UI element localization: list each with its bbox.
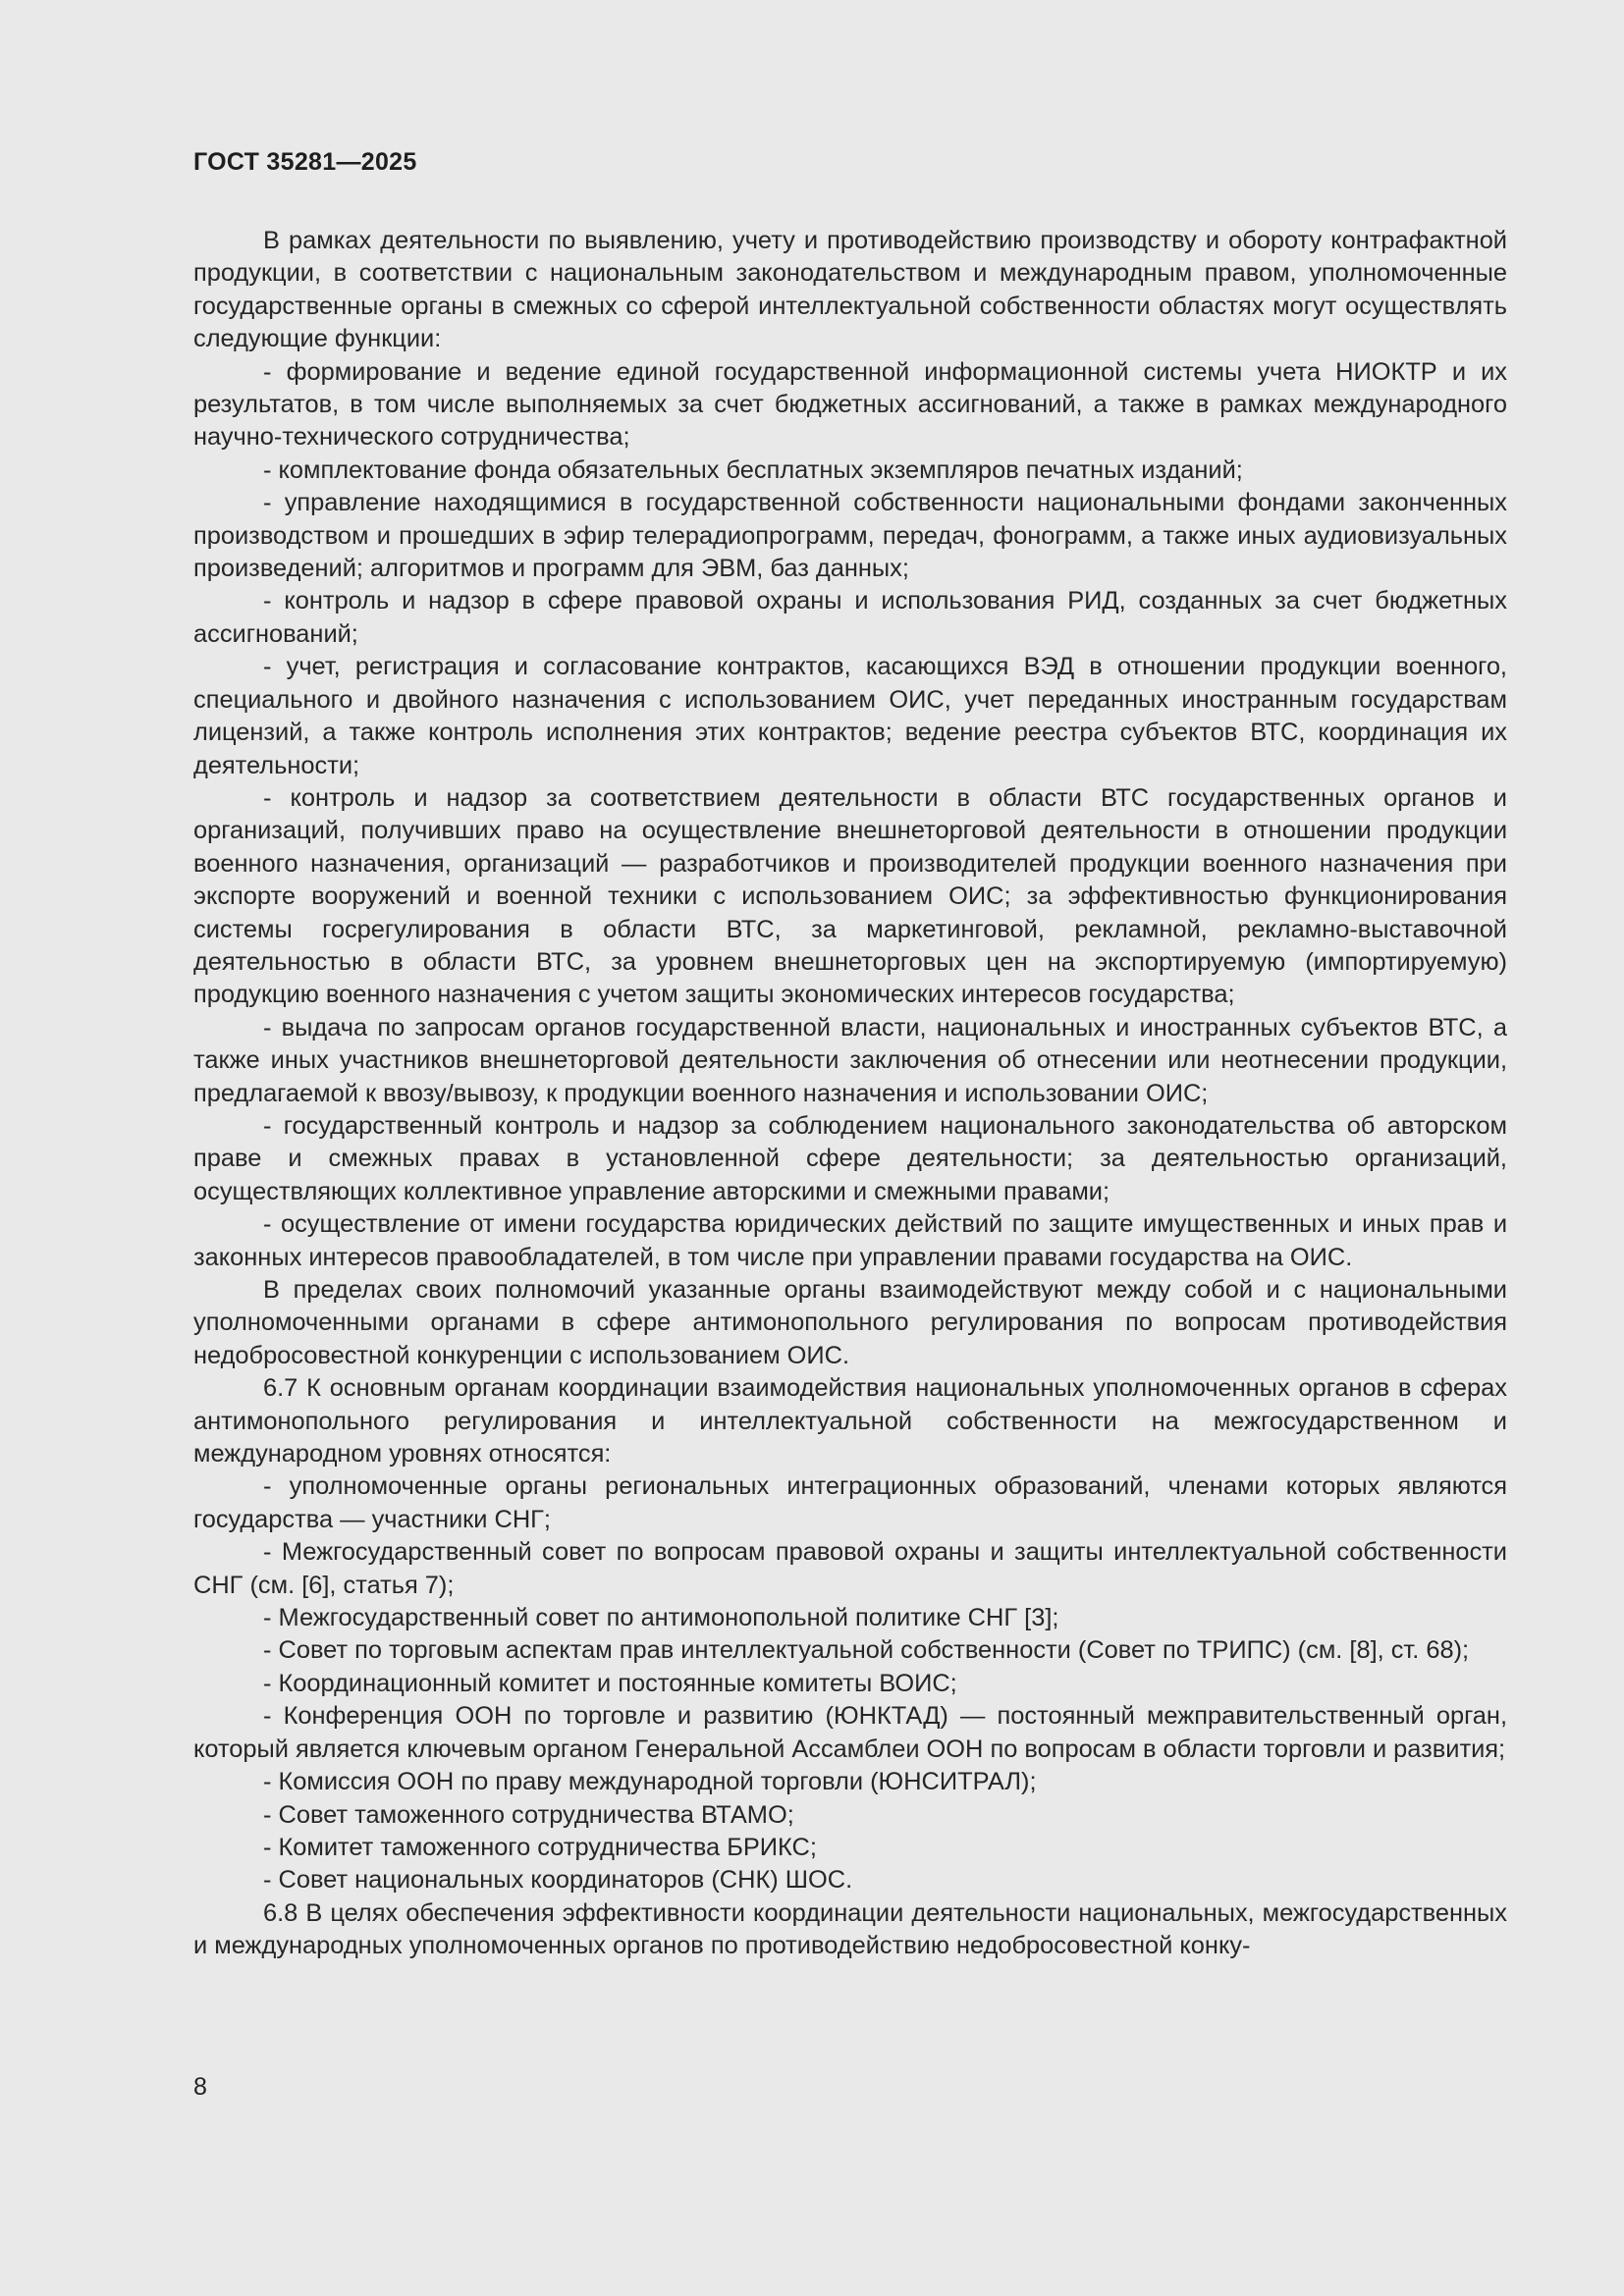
list-item: - Совет по торговым аспектам прав интеллектуальной собственности (Совет по ТРИПС) (см. [8], ст. 68); [263, 1636, 1470, 1665]
paragraph: В рамках деятельности по выявлению, учету и противодействию производству и обороту контрафактной продукции, в соответствии с национальным законодательством и международным правом, уполномоченные государственные органы в смежных со сферой интеллектуальной собственности областях могут осуществлять следующие функции: [193, 227, 1507, 353]
standard-id-header: ГОСТ 35281—2025 [193, 148, 417, 176]
list-item: - уполномоченные органы региональных интеграционных образований, членами которых являются государства — участники СНГ; [193, 1472, 1507, 1533]
list-item: - Координационный комитет и постоянные комитеты ВОИС; [263, 1669, 957, 1697]
list-item: - осуществление от имени государства юридических действий по защите имущественных и иных прав и законных интересов правообладателей, в том числе при управлении правами государства на ОИС. [193, 1210, 1507, 1271]
list-item: - формирование и ведение единой государственной информационной системы учета НИОКТР и их результатов, в том числе выполняемых за счет бюджетных ассигнований, а также в рамках международного научно-технического сотрудничества; [193, 357, 1507, 452]
list-item: - Межгосударственный совет по вопросам правовой охраны и защиты интеллектуальной собственности СНГ (см. [6], статья 7); [193, 1538, 1507, 1599]
list-item: - государственный контроль и надзор за соблюдением национального законодательства об авторском праве и смежных правах в установленной сфере деятельности; за деятельностью организаций, осуществляющих коллективное управление авторскими и смежными правами; [193, 1111, 1507, 1205]
paragraph: В пределах своих полномочий указанные органы взаимодействуют между собой и с национальными уполномоченными органами в сфере антимонопольного регулирования по вопросам противодействия недобросовестной конкуренции с использованием ОИС. [193, 1276, 1507, 1369]
list-item: - Конференция ООН по торговле и развитию (ЮНКТАД) — постоянный межправительственный орган, который является ключевым органом Генеральной Ассамблеи ООН по вопросам в области торговли и развития; [193, 1702, 1507, 1763]
document-body [193, 225, 1507, 1963]
list-item: - Комитет таможенного сотрудничества БРИКС; [263, 1833, 817, 1861]
page-number: 8 [193, 2073, 207, 2101]
list-item: - Межгосударственный совет по антимонопольной политике СНГ [3]; [263, 1604, 1059, 1632]
list-item: - Совет национальных координаторов (СНК) ШОС. [263, 1866, 853, 1895]
list-item: - Комиссия ООН по праву международной торговли (ЮНСИТРАЛ); [263, 1768, 1037, 1796]
list-item: - комплектование фонда обязательных бесплатных экземпляров печатных изданий; [263, 455, 1243, 484]
list-item: - учет, регистрация и согласование контрактов, касающихся ВЭД в отношении продукции военного, специального и двойного назначения с использованием ОИС, учет переданных иностранным государствам лицензий, а также контроль исполнения этих контрактов; ведение реестра субъектов ВТС, координация их деятельности; [193, 653, 1507, 779]
list-item: - управление находящимися в государственной собственности национальными фондами законченных производством и прошедших в эфир телерадиопрограмм, передач, фонограмм, а также иных аудиовизуальных произведений; алгоритмов и программ для ЭВМ, баз данных; [193, 489, 1507, 583]
list-item: - выдача по запросам органов государственной власти, национальных и иностранных субъектов ВТС, а также иных участников внешнеторговой деятельности заключения об отнесении или неотнесении продукции, предлагаемой к ввозу/вывозу, к продукции военного назначения и использовании ОИС; [193, 1013, 1507, 1107]
list-item: - Совет таможенного сотрудничества ВТАМО; [263, 1800, 794, 1829]
clause-6-7: 6.7 К основным органам координации взаимодействия национальных уполномоченных органов в сферах антимонопольного регулирования и интеллектуальной собственности на межгосударственном и международном уровнях относятся: [193, 1374, 1507, 1468]
clause-6-8: 6.8 В целях обеспечения эффективности координации деятельности национальных, межгосударственных и международных уполномоченных органов по противодействию недобросовестной конку- [193, 1898, 1507, 1960]
list-item: - контроль и надзор за соответствием деятельности в области ВТС государственных органов и организаций, получивших право на осуществление внешнеторговой деятельности в отношении продукции военного назначения, организаций — разработчиков и производителей продукции военного назначения при экспорте вооружений и военной техники с использованием ОИС; за эффективностью функционирования системы госрегулирования в области ВТС, за маркетинговой, рекламной, рекламно-выставочной деятельностью в области ВТС, за уровнем внешнеторговых цен на экспортируемую (импортируемую) продукцию военного назначения с учетом защиты экономических интересов государства; [193, 783, 1507, 1009]
list-item: - контроль и надзор в сфере правовой охраны и использования РИД, созданных за счет бюджетных ассигнований; [193, 587, 1507, 648]
